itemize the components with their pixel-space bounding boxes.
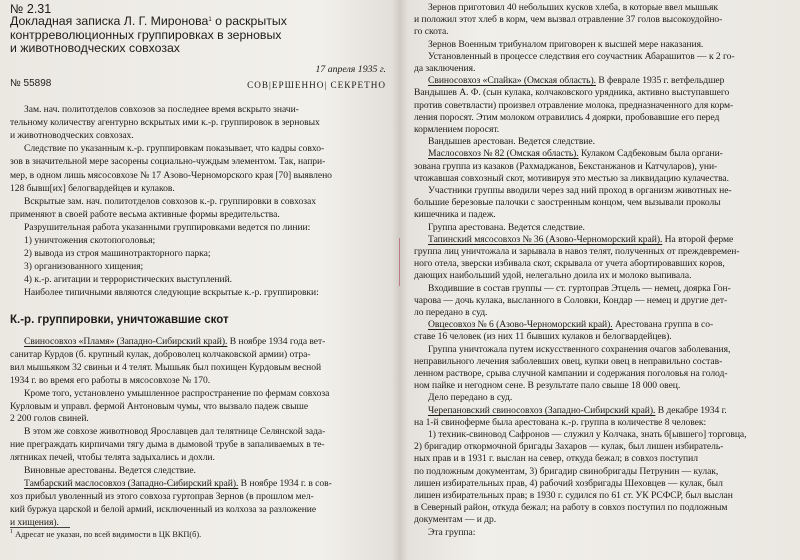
text-line: Участники группы вводили через зад ний проход в организм животных не- [428, 185, 732, 196]
text-line: применяют в своей работе весьма активные формы вредительства. [10, 208, 280, 220]
text-line: Вандышев А. Ф. (сын кулака, колчаковского урядника, активно выступавшего [414, 87, 730, 99]
text-line: на 1-й свиноферме была арестована к.-р. группа в количестве 8 человек: [414, 416, 707, 428]
text-line: лишен избирательных прав; в 1930 г. судился по 61 ст. УК РСФСР, был выслан [414, 490, 733, 501]
text-line: Кроме того, установлено умышленное распространение по фермам совхоза [24, 387, 330, 399]
text-line: Разрушительная работа указанными группировками ведется по линии: [24, 221, 311, 233]
text-line: ных прав и в 1931 г. выслан на север, откуда бежал; в совхоз поступил [414, 453, 698, 465]
place-name: Тамбарский маслосовхоз (Западно-Сибирский край). [24, 477, 239, 489]
text-line: 2) бригадир откормочной бригады Захаров — кулак, был лишен избиратель- [414, 441, 724, 453]
text-line: ном пайке и негодном сене. В результате пало свыше 18 000 овец. [414, 380, 681, 392]
text-line: В этом же совхозе животновод Ярославцев дал телятнице Селянской зада- [24, 426, 326, 438]
text-line: санитар Курдов (б. крупный кулак, доброволец колчаковской армии) отра- [10, 348, 311, 360]
text-line: в Северный район, откуда бежал; на работу в совхоз поступил по подложным [414, 502, 728, 514]
text-line: мер, в одном лишь мясосовхозе № 17 Азово-Черноморского края [70] выявлено [10, 169, 332, 181]
document-date: 17 апреля 1935 г. [315, 64, 386, 75]
text-line: Зернов приготовил 40 небольших кусков хлеба, в которые ввел мышьяк [428, 2, 718, 13]
text-line: Курловым и управл. фермой Антоновым чумы, что вызвало падеж свыше [10, 400, 309, 412]
text-line: 3) организованного хищения; [24, 261, 144, 273]
text-line: Свиносовхоз «Спайка» (Омская область). В феврале 1935 г. ветфельдшер [428, 75, 725, 87]
text-line: кишечника и падеж. [414, 209, 496, 221]
text-line: 2 200 голов свиней. [10, 413, 89, 425]
text-line: вил мышьяком 32 свиньи и 4 телят. Мышьяк был похищен Курдовым весной [10, 361, 322, 373]
text-line: тельному количеству агентурно вскрытых ими к.-р. группировок в зерновых [10, 117, 320, 129]
text-line: и положил этот хлеб в корм, чем вызвал отравление 37 голов высокоудойно- [414, 14, 723, 26]
text-line: Эта группа: [428, 526, 476, 538]
text-line: Следствие по указанным к.-р. группировкам показывает, что кадры совхо- [24, 143, 325, 155]
text-line: 2) вывода из строя машинотракторного парка; [24, 248, 211, 260]
text-line: зована группа из казаков (Рахмаджанов, Бекстанжанов и Катчуларов), уни- [414, 160, 718, 172]
footnote: $^1$ Адресат не указан, по всей видимости в ЦК ВКП(б). [10, 529, 202, 539]
text-line: Входившие в состав группы — ст. гуртоправ Этцель — немец, доярка Гон- [428, 282, 731, 294]
text-line: Вандышев арестован. Ведется следствие. [428, 136, 595, 148]
text-line: Тапинский мясосовхоз № 36 (Азово-Черноморский край). На второй ферме [428, 233, 734, 245]
text-line: ного отела, зверски избивала скот, скрывала от учета абортировавших коров, [414, 258, 725, 270]
footnote-mark: 1 [208, 17, 212, 23]
place-name: Маслосовхоз № 82 (Омская область). [428, 148, 579, 160]
place-name: Тапинский мясосовхоз № 36 (Азово-Черноморский край). [428, 233, 663, 245]
text-line: ления поросят. Этим молоком отравились 4 доярки, пробовавшие его перед [414, 111, 720, 123]
text-line: лишен избирательных прав, 4) рабочий хозбригады Шеховцев — кулак, был [414, 477, 723, 489]
place-name: Свиносовхоз «Спайка» (Омская область). [428, 75, 596, 87]
text-line: да заключения. [414, 63, 476, 74]
text-line: кормлением поросят. [414, 124, 500, 135]
right-page [402, 0, 800, 560]
text-line: чарова — дочь кулака, высланного в Соловки, Кондар — немец и другие дет- [414, 294, 728, 306]
text-line: Наиболее типичными являются следующие вскрытые к.-р. группировки: [24, 287, 319, 299]
secrecy-stamp: СОВ|ЕРШЕННО| СЕКРЕТНО [247, 80, 386, 90]
text-line: по подложным документам, 3) бригадир свинобригады Петрунин — кулак, [414, 465, 719, 477]
place-name: Овцесовхоз № 6 (Азово-Черноморский край). [428, 319, 613, 331]
place-name: Черепановский свиносовхоз (Западно-Сибирский край). [428, 404, 656, 416]
text-line: ло передано в суд. [414, 307, 488, 318]
text-line: Свиносовхоз «Пламя» (Западно-Сибирский край). В ноябре 1934 года вет- [24, 336, 326, 347]
text-line: группа лиц уничтожала и зарывала в навоз телят, полученных от преждевремен- [414, 246, 740, 257]
text-line: дающих наибольший удой, нелегально доила их и молоко выпивала. [414, 270, 692, 282]
text-line: Группа уничтожала путем искусственного сохранения очагов заболевания, [428, 343, 731, 355]
text-line: кий буржуа царской и белой армий, исключенный из колхоза за разложение [10, 503, 317, 515]
text-line: ставе 16 человек (из них 11 бывших кулаков и белогвардейцев). [414, 331, 672, 343]
text-line: го скота. [414, 26, 449, 38]
text-line: и хищения). [10, 516, 59, 528]
text-line: 4) к.-р. агитации и террористических выступлений. [24, 274, 233, 286]
text-line: Вскрытые зам. нач. политотделов совхозов к.-р. группировки в совхозах [24, 195, 316, 207]
text-line: Овцесовхоз № 6 (Азово-Черноморский край). Арестована группа в со- [428, 319, 714, 331]
text-line: 128 бывш[их] белогвардейцев и кулаков. [10, 182, 175, 194]
pen-margin-mark [396, 238, 400, 286]
text-line: лятниках печей, чтобы телята задыхались и дохли. [10, 452, 215, 464]
text-line: ленном растворе, срыва случной кампании и содержания поголовья на голод- [414, 368, 728, 379]
left-page [0, 0, 398, 560]
text-line: зов в значительной мере засорены социально-чуждым элементом. Так, напри- [10, 156, 326, 168]
text-line: против советвласти) произвел отравление молока, предназначенного для корм- [414, 99, 734, 111]
text-line: Маслосовхоз № 82 (Омская область). Кулаком Садбековым была органи- [428, 148, 723, 160]
registration-number: № 55898 [10, 78, 52, 89]
text-line: Дело передано в суд. [428, 392, 513, 404]
text-line: 1) уничтожения скотопоголовья; [24, 235, 156, 246]
text-line: 1934 г. во время его работы в мясосовхозе № 170. [10, 374, 211, 386]
text-line: неправильного лечения заболевших овец, купки овец в неправильно состав- [414, 355, 723, 367]
text-line: Группа арестована. Ведется следствие. [428, 221, 585, 233]
text-line: Установленный в процессе следствия его соучастник Абарашитов — к 2 го- [428, 50, 735, 62]
text-line: большие березовые палочки с заостренным концом, чем вызывали проколы [414, 197, 721, 209]
document-title [10, 15, 287, 56]
document-number: № 2.31 [10, 2, 52, 16]
text-line: документам — и др. [414, 514, 497, 526]
text-line: Виновные арестованы. Ведется следствие. [24, 465, 196, 476]
title-line-3: и животноводческих совхозах [10, 41, 180, 56]
text-line: Зернов Военным трибуналом приговорен к высшей мере наказания. [428, 38, 704, 50]
text-line: и животноводческих совхозах. [10, 130, 134, 142]
footnote-rule [10, 527, 70, 528]
text-line: Тамбарский маслосовхоз (Западно-Сибирский край). В ноябре 1934 г. в сов- [24, 477, 332, 489]
text-line: хоз прибыл уволенный из этого совхоза гуртоправ Зернов (в прошлом мел- [10, 490, 314, 502]
text-line: чтожавшая совхозный скот, мотивируя это местью за ликвидацию кулачества. [414, 172, 729, 184]
text-line: Черепановский свиносовхоз (Западно-Сибирский край). В декабре 1934 г. [428, 404, 727, 416]
text-line: 1) техник-свиновод Сафронов — служил у Колчака, знать б[ывшего] торговца, [428, 429, 747, 440]
text-line: Зам. нач. политотделов совхозов за последнее время вскрыто значи- [24, 104, 299, 115]
text-line: ние преграждать кирпичами тягу дыма в дымовой трубе в запаливаемых в те- [10, 439, 325, 451]
title-line-1: Докладная записка Л. Г. Миронова$^1$ о раскрытых [10, 14, 287, 28]
section-heading: К.-р. группировки, уничтожавшие скот [10, 314, 229, 326]
place-name: Свиносовхоз «Пламя» (Западно-Сибирский край). [24, 336, 228, 347]
title-line-2: контрреволюционных группировках в зерновых [10, 27, 282, 42]
